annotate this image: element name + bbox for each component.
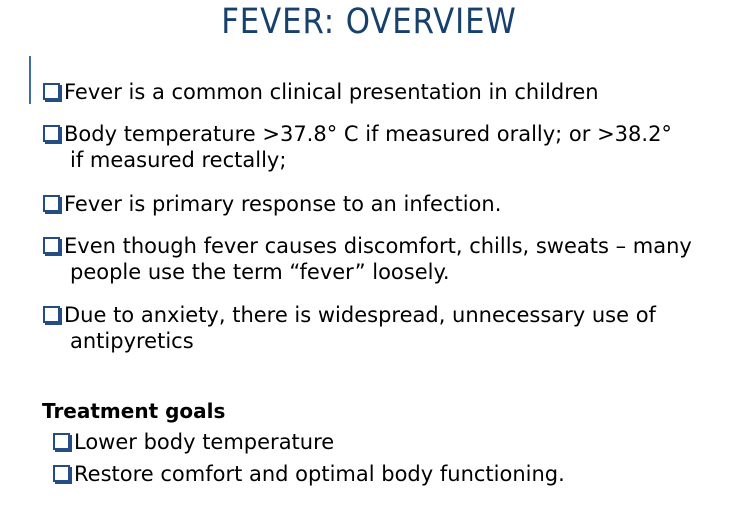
accent-line <box>29 56 31 104</box>
bullet-item <box>43 233 738 285</box>
bullet-text-continued: antipyretics <box>70 329 194 353</box>
checkbox-square-icon <box>53 465 70 482</box>
bullet-text: Body temperature >37.8° C if measured orally; or >38.2° <box>64 122 672 146</box>
goal-item <box>53 461 738 487</box>
goal-item <box>53 429 738 455</box>
checkbox-square-icon <box>53 433 70 450</box>
bullet-text: Due to anxiety, there is widespread, unnecessary use of <box>64 303 656 327</box>
checkbox-square-icon <box>43 83 60 100</box>
bullet-item <box>43 79 738 105</box>
bullet-text-continued: people use the term “fever” loosely. <box>70 260 450 284</box>
bullet-text: Fever is primary response to an infection. <box>64 192 502 216</box>
goal-text: Restore comfort and optimal body functioning. <box>74 462 565 486</box>
bullet-item <box>43 121 738 173</box>
bullet-text: Even though fever causes discomfort, chills, sweats – many <box>64 234 692 258</box>
goal-text: Lower body temperature <box>74 430 335 454</box>
bullet-text-continued: if measured rectally; <box>70 148 287 172</box>
slide-title: FEVER: OVERVIEW <box>221 2 517 42</box>
bullet-item <box>43 302 738 354</box>
checkbox-square-icon <box>43 237 60 254</box>
checkbox-square-icon <box>43 195 60 212</box>
treatment-goals-heading: Treatment goals <box>42 399 226 423</box>
checkbox-square-icon <box>43 306 60 323</box>
bullet-item <box>43 191 738 217</box>
bullet-text: Fever is a common clinical presentation in children <box>64 80 599 104</box>
checkbox-square-icon <box>43 125 60 142</box>
